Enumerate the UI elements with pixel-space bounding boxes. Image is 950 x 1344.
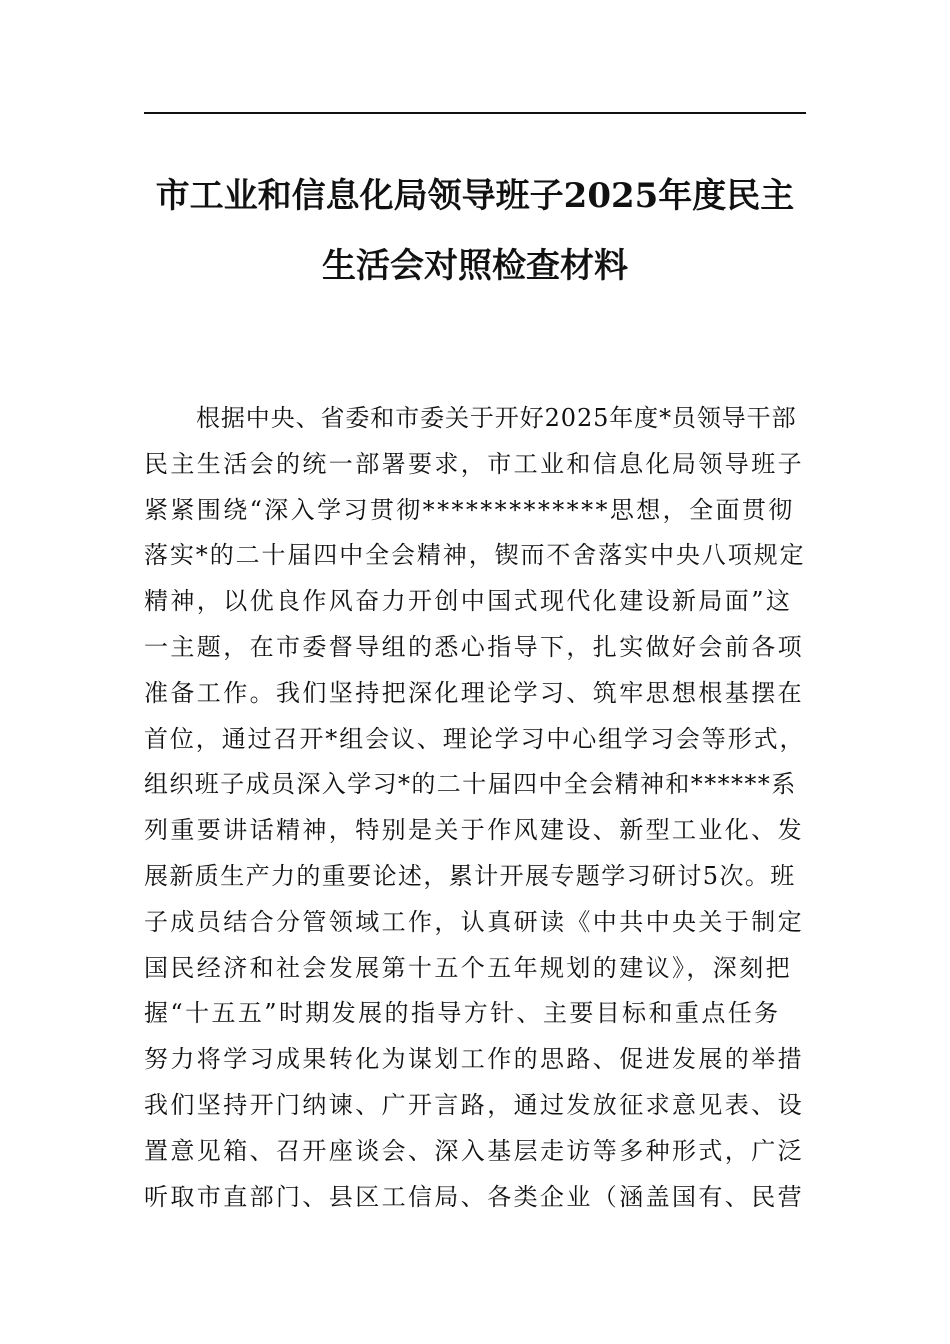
body-line: 民主生活会的统一部署要求，市工业和信息化局领导班子 — [144, 449, 804, 478]
body-line: 听取市直部门、县区工信局、各类企业（涵盖国有、民营 — [144, 1182, 804, 1211]
body-line: 精神，以优良作风奋力开创中国式现代化建设新局面”这 — [144, 587, 793, 616]
body-line: 准备工作。我们坚持把深化理论学习、筑牢思想根基摆在 — [144, 678, 804, 707]
body-line: 展新质生产力的重要论述，累计开展专题学习研讨5次。班 — [144, 861, 796, 890]
body-line: 列重要讲话精神，特别是关于作风建设、新型工业化、发 — [144, 816, 804, 845]
body-text — [144, 396, 806, 1220]
body-line: 落实*的二十届四中全会精神，锲而不舍落实中央八项规定 — [144, 541, 806, 570]
body-line: 首位，通过召开*组会议、理论学习中心组学习会等形式， — [144, 724, 806, 753]
title-line: 市工业和信息化局领导班子2025年度民主 — [155, 176, 795, 216]
document-title — [144, 172, 806, 290]
body-line: 努力将学习成果转化为谋划工作的思路、促进发展的举措 — [144, 1045, 804, 1074]
body-line: 根据中央、省委和市委关于开好2025年度*员领导干部 — [196, 404, 797, 432]
body-line: 子成员结合分管领域工作，认真研读《中共中央关于制定 — [144, 907, 804, 936]
body-line: 一主题，在市委督导组的悉心指导下，扎实做好会前各项 — [144, 632, 804, 661]
header-rule — [144, 112, 806, 114]
body-line: 置意见箱、召开座谈会、深入基层走访等多种形式，广泛 — [144, 1136, 804, 1165]
title-line: 生活会对照检查材料 — [322, 246, 628, 286]
body-line: 我们坚持开门纳谏、广开言路，通过发放征求意见表、设 — [144, 1090, 804, 1119]
body-line: 国民经济和社会发展第十五个五年规划的建议》，深刻把 — [144, 953, 792, 982]
body-line: 紧紧围绕“深入学习贯彻*************思想，全面贯彻 — [144, 495, 795, 524]
body-line: 组织班子成员深入学习*的二十届四中全会精神和******系 — [144, 770, 797, 799]
body-line: 握“十五五”时期发展的指导方针、主要目标和重点任务 — [144, 999, 781, 1028]
